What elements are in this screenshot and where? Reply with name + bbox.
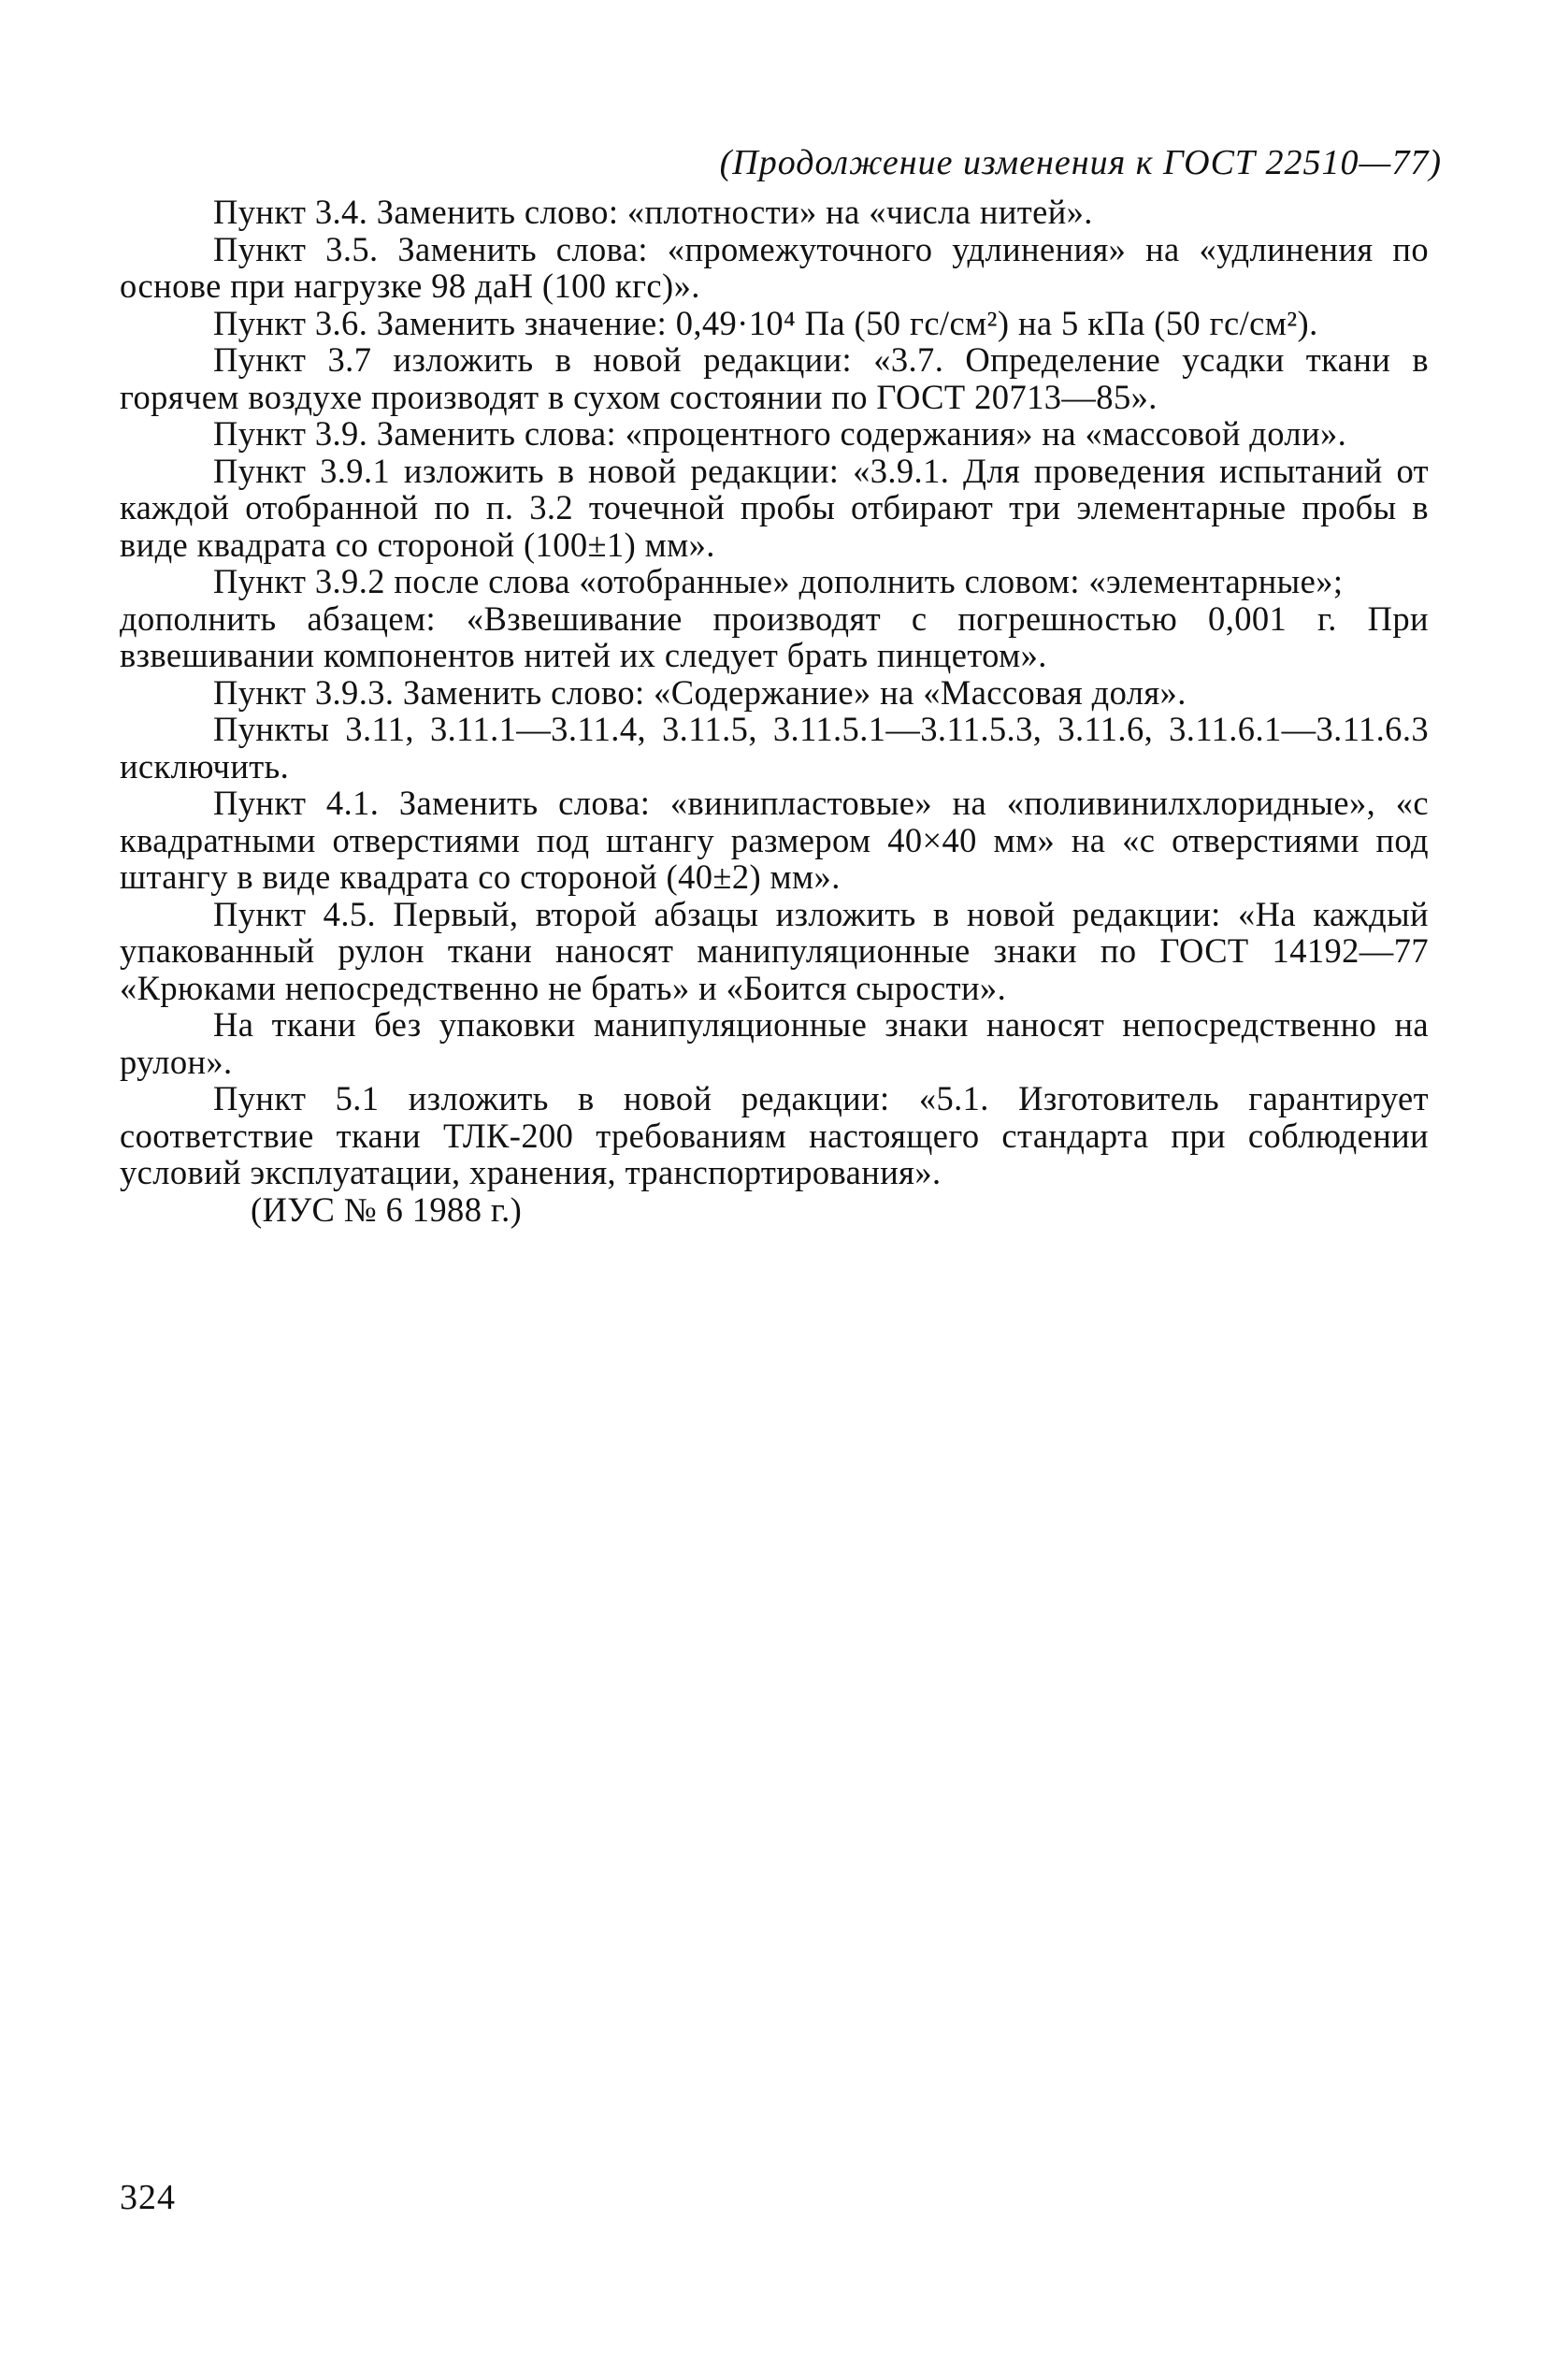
paragraph: Пункт 5.1 изложить в новой редакции: «5.1. Изготовитель гарантирует соответствие ткани ТЛК-200 требованиям настоящего стандарта при соблюдении условий эксплуатации, хранения, транспортирования».: [120, 1079, 1429, 1191]
page-number: 324: [120, 2178, 176, 2217]
paragraph: Пункт 3.9.2 после слова «отобранные» дополнить словом: «элементарные»;: [213, 562, 1344, 600]
paragraph: Пункты 3.11, 3.11.1—3.11.4, 3.11.5, 3.11.5.1—3.11.5.3, 3.11.6, 3.11.6.1—3.11.6.3 исключить.: [120, 710, 1429, 786]
paragraph: Пункт 3.5. Заменить слова: «промежуточного удлинения» на «удлинения по основе при нагрузке 98 даН (100 кгс)».: [120, 229, 1429, 305]
paragraph: На ткани без упаковки манипуляционные знаки наносят непосредственно на рулон».: [120, 1005, 1429, 1081]
paragraph: Пункт 3.9.1 изложить в новой редакции: «3.9.1. Для проведения испытаний от каждой отобранной по п. 3.2 точечной пробы отбирают три элементарные пробы в виде квадрата со стороной (100±1) мм».: [120, 451, 1429, 564]
paragraph: Пункт 4.1. Заменить слова: «винипластовые» на «поливинилхлоридные», «с квадратными отверстиями под штангу размером 40×40 мм» на «с отверстиями под штангу в виде квадрата со стороной (40±2) мм».: [120, 784, 1429, 896]
paragraph: Пункт 3.9.3. Заменить слово: «Содержание» на «Массовая доля».: [213, 672, 1187, 712]
amendment-text: [120, 194, 1429, 1228]
running-header: (Продолжение изменения к ГОСТ 22510—77): [719, 143, 1442, 182]
source-reference: (ИУС № 6 1988 г.): [251, 1189, 523, 1229]
paragraph: Пункт 3.6. Заменить значение: 0,49·10⁴ Па (50 гс/см²) на 5 кПа (50 гс/см²).: [213, 303, 1318, 342]
paragraph: дополнить абзацем: «Взвешивание производят с погрешностью 0,001 г. При взвешивании компонентов нитей их следует брать пинцетом».: [120, 598, 1429, 674]
paragraph: Пункт 4.5. Первый, второй абзацы изложить в новой редакции: «На каждый упакованный рулон ткани наносят манипуляционные знаки по ГОСТ 14192—77 «Крюками непосредственно не брать» и «Боится сырости».: [120, 894, 1429, 1007]
paragraph: Пункт 3.4. Заменить слово: «плотности» на «числа нитей».: [213, 193, 1093, 231]
paragraph: Пункт 3.7 изложить в новой редакции: «3.7. Определение усадки ткани в горячем воздухе производят в сухом состоянии по ГОСТ 20713—85».: [120, 340, 1429, 416]
paragraph: Пункт 3.9. Заменить слова: «процентного содержания» на «массовой доли».: [213, 414, 1347, 453]
